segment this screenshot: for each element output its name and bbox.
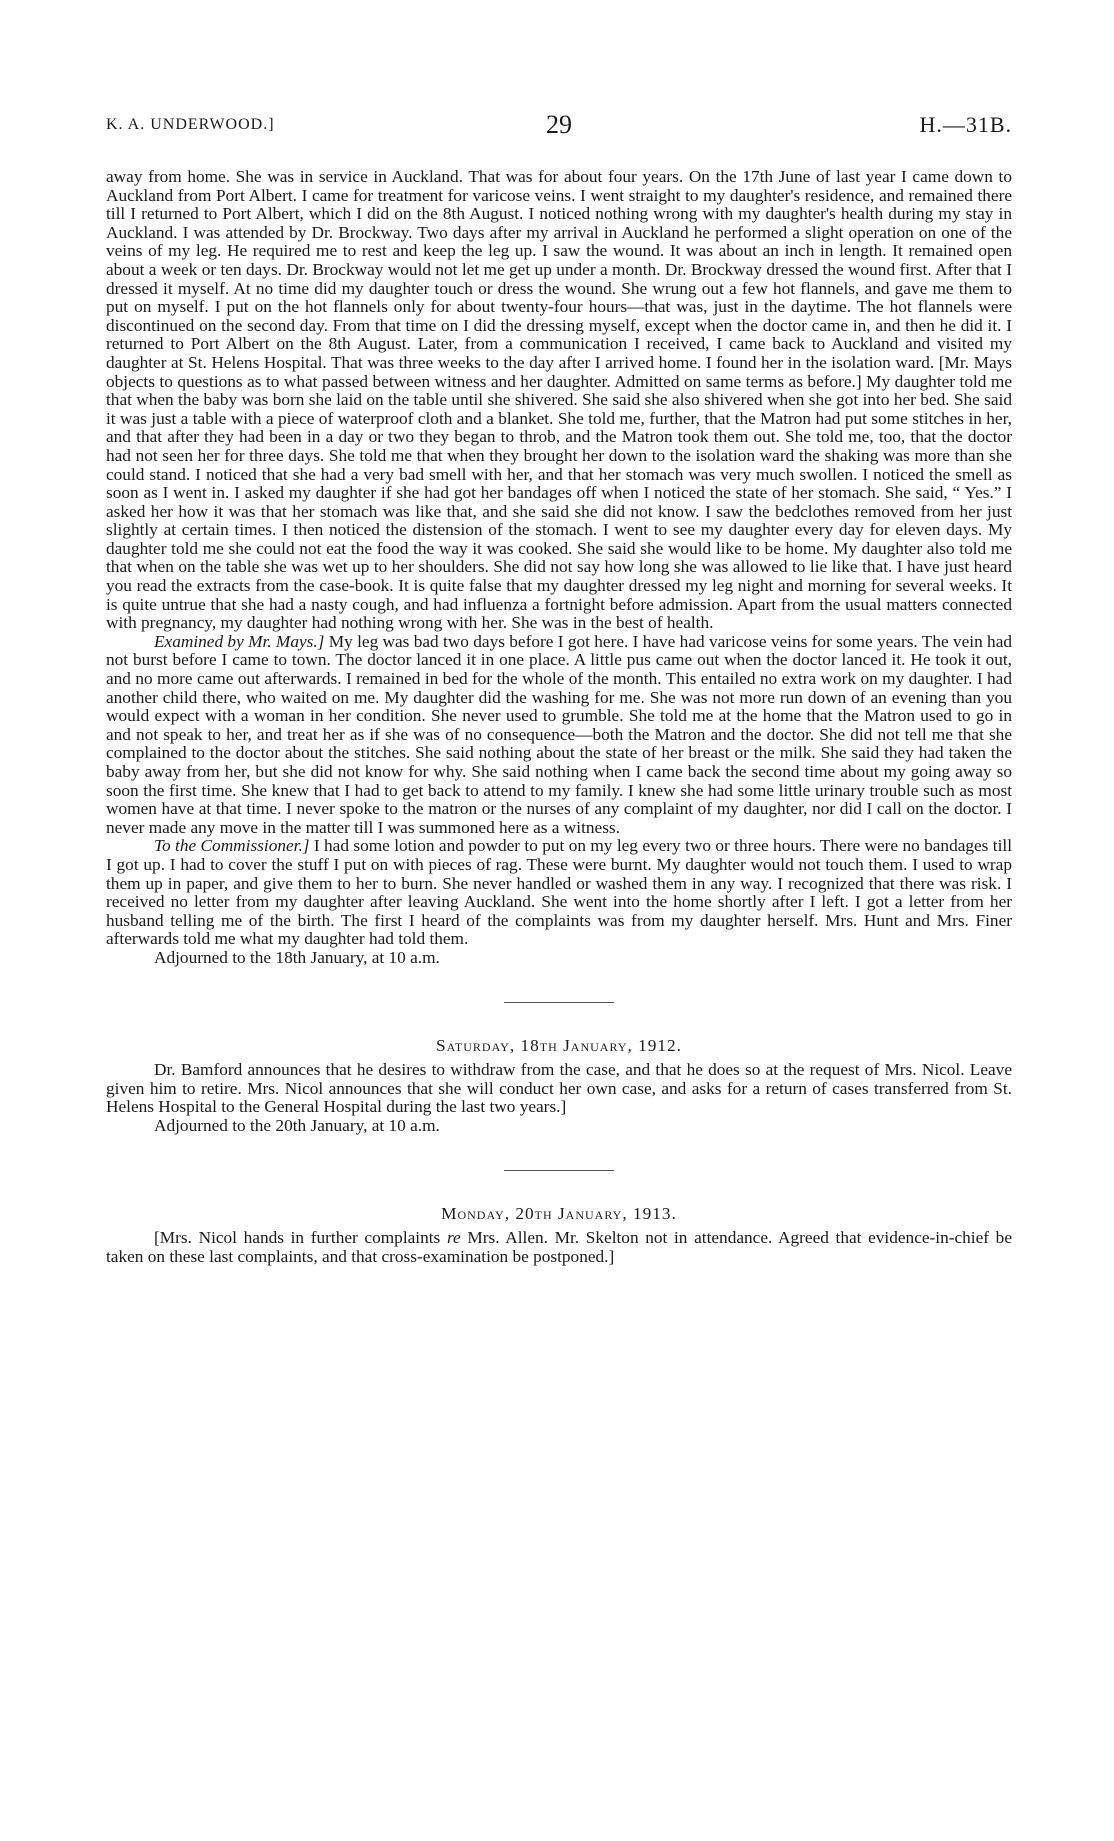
- paragraph-lead: Examined by Mr. Mays.]: [154, 631, 325, 651]
- paragraph-text: My leg was bad two days before I got here. I have had varicose veins for some years. The vein had not burst before I came to town. The doctor lanced it in one place. A little pus came out when the doctor lanced it. He took it out, and no more came out afterwards. I remained in bed for the whole of the month. This entailed no extra work on my daughter. I had another child there, who waited on me. My daughter did the washing for me. She was not more run down of an evening than you would expect with a woman in her condition. She never used to grumble. She told me at the home that the Matron used to go in and not speak to her, and treat her as if she was of no consequence—both the Matron and the doctor. She did not tell me that she complained to the doctor about the stitches. She said nothing about the state of her breast or the milk. She said they had taken the baby away from her, but she did not know for why. She said nothing when I came back the second time about my going away so soon the first time. She knew that I had to get back to attend to my family. I knew she had some little urinary trouble such as most women have at that time. I never spoke to the matron or the nurses of any complaint of my daughter, nor did I call on the doctor. I never made any move in the matter till I was summoned here as a witness.: [106, 631, 1013, 837]
- paragraph-proceedings: Dr. Bamford announces that he desires to withdraw from the case, and that he does so at the request of Mrs. Nicol. Leave given him to retire. Mrs. Nicol announces that she will conduct her own case, and asks for a return of cases transferred from St. Helens Hospital to the General Hospital during the last two years.]: [106, 1060, 1012, 1117]
- body-text: [106, 168, 1012, 1266]
- paragraph-proceedings: [106, 1229, 1012, 1266]
- section-divider: [504, 1170, 614, 1171]
- section-date-heading: Monday, 20th January, 1913.: [441, 1203, 677, 1223]
- paragraph-text: [Mrs. Nicol hands in further complaints: [154, 1228, 447, 1248]
- paragraph-commissioner: [106, 837, 1012, 949]
- adjournment-note: Adjourned to the 20th January, at 10 a.m.: [154, 1115, 440, 1135]
- header-witness-name: K. A. UNDERWOOD.]: [106, 116, 275, 133]
- page-header: [106, 112, 1012, 142]
- paragraph-text: Mrs. Allen. Mr. Skelton not in attendance. Agreed that evidence-in-chief be taken on these last complaints, and that cross-examination be postponed.]: [106, 1228, 1012, 1266]
- paragraph-lead: To the Commissioner.]: [154, 836, 310, 856]
- header-paper-reference: H.—31B.: [919, 112, 1012, 137]
- section-divider: [504, 1002, 614, 1003]
- paragraph-testimony: [106, 168, 1012, 633]
- paragraph-cross-examination: [106, 633, 1012, 838]
- page-number: 29: [546, 110, 572, 139]
- section-date-heading: Saturday, 18th January, 1912.: [435, 1035, 682, 1055]
- paragraph-text: away from home. She was in service in Auckland. That was for about four years. On the 17th June of last year I came down to Auckland from Port Albert. I came for treatment for varicose veins. I went straight to my daughter's residence, and remained there till I returned to Port Albert, which I did on the 8th August. I noticed nothing wrong with my daughter's health during my stay in Auckland. I was attended by Dr. Brockway. Two days after my arrival in Auckland he performed a slight operation on one of the veins of my leg. He required me to rest and keep the leg up. I saw the wound. It was about an inch in length. It remained open about a week or ten days. Dr. Brockway would not let me get up under a month. Dr. Brockway dressed the wound first. After that I dressed it myself. At no time did my daughter touch or dress the wound. She wrung out a few hot flannels, and gave me them to put on myself. I put on the hot flannels only for about twenty-four hours—that was, just in the daytime. The hot flannels were discontinued on the second day. From that time on I did the dressing myself, except when the doctor came in, and then he did it. I returned to Port Albert on the 8th August. Later, from a communication I received, I came back to Auckland and visited my daughter at St. Helens Hospital. That was three weeks to the day after I arrived home. I found her in the isolation ward. [Mr. Mays objects to questions as to what passed between witness and her daughter. Admitted on same terms as before.] My daughter told me that when the baby was born she laid on the table until she shivered. She said she also shivered when she got into her bed. She said it was just a table with a piece of waterproof cloth and a blanket. She told me, further, that the Matron had put some stitches in her, and that after they had been in a day or two they began to throb, and the Matron took them out. She told me, too, that the doctor had not seen her for three days. She told me that when they brought her down to the isolation ward the shaking was more than she could stand. I noticed that she had a very bad smell with her, and that her stomach was very much swollen. I noticed the smell as soon as I went in. I asked my daughter if she had got her bandages off when I noticed the state of her stomach. She said, “ Yes.” I asked her how it was that her stomach was like that, and she said she did not know. I saw the bedclothes removed from her just slightly at certain times. I then noticed the distension of the stomach. I went to see my daughter every day for eleven days. My daughter told me she could not eat the food the way it was cooked. She said she would like to be home. My daughter also told me that when on the table she was wet up to her shoulders. She did not say how long she was allowed to lie like that. I have just heard you read the extracts from the case-book. It is quite false that my daughter dressed my leg night and morning for several weeks. It is quite untrue that she had a nasty cough, and had influenza a fortnight before admission. Apart from the usual matters connected with pregnancy, my daughter had nothing wrong with her. She was in the best of health.: [106, 167, 1012, 633]
- adjournment-note: Adjourned to the 18th January, at 10 a.m.: [154, 947, 440, 967]
- paragraph-text: I had some lotion and powder to put on my leg every two or three hours. There were no bandages till I got up. I had to cover the stuff I put on with pieces of rag. These were burnt. My daughter would not touch them. I used to wrap them up in paper, and give them to her to burn. She never handled or washed them in any way. I recognized that there was risk. I received no letter from my daughter after leaving Auckland. She went into the home shortly after I left. I got a letter from her husband telling me of the birth. The first I heard of the complaints was from my daughter herself. Mrs. Hunt and Mrs. Finer afterwards told me what my daughter had told them.: [106, 836, 1012, 949]
- paragraph-italic: re: [446, 1228, 461, 1248]
